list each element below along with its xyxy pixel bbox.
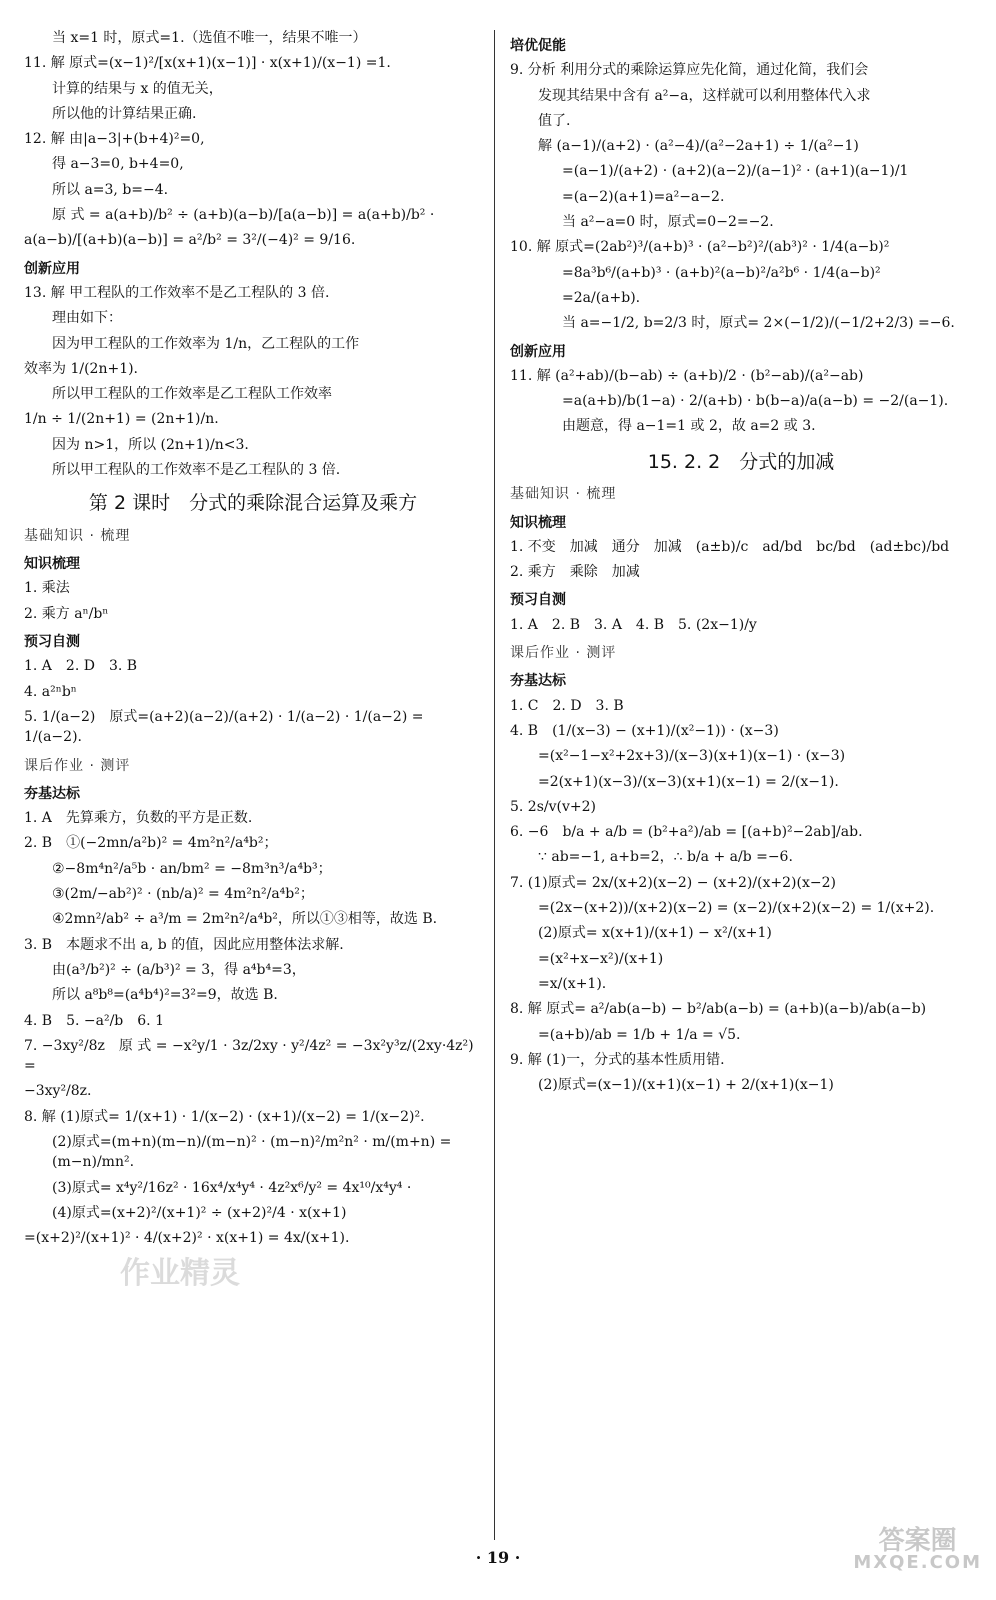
right-column-line: 解 (a−1)/(a+2) · (a²−4)/(a²−2a+1) ÷ 1/(a²−1) [538, 138, 859, 155]
right-column-line: =a(a+b)/b(1−a) · 2/(a+b) · b(b−a)/a(a−b) = −2/(a−1). [562, 393, 949, 410]
right-column-line: 15. 2. 2 分式的加减 [647, 450, 835, 473]
right-column-line: 2. 乘方 乘除 加减 [510, 564, 640, 581]
left-column [24, 28, 482, 1254]
left-column-line: 基础知识 · 梳理 [24, 527, 131, 544]
left-column-line: 原 式 = a(a+b)/b² ÷ (a+b)(a−b)/[a(a−b)] = a(a+b)/b² · [52, 207, 435, 224]
left-column-line: 2. 乘方 aⁿ/bⁿ [24, 605, 109, 622]
right-column-line: 值了. [538, 112, 571, 129]
right-column-line: =x/(x+1). [538, 975, 607, 992]
left-column-line: 12. 解 由|a−3|+(b+4)²=0, [24, 131, 205, 148]
right-column-line: 9. 解 (1)一，分式的基本性质用错. [510, 1051, 725, 1068]
left-column-line: ③(2m/−ab²)² · (nb/a)² = 4m²n²/a⁴b²； [52, 886, 314, 903]
right-column-line: 9. 分析 利用分式的乘除运算应先化简，通过化简，我们会 [510, 62, 869, 79]
right-column-line: 1. A 2. B 3. A 4. B 5. (2x−1)/y [510, 616, 757, 633]
left-column-line: 7. −3xy²/8z 原 式 = −x²y/1 · 3z/2xy · y²/4z² = −3x²y³z/(2xy·4z²) = [24, 1037, 474, 1075]
left-column-line: 因为 n>1，所以 (2n+1)/n<3. [52, 436, 249, 453]
watermark-url: MXQE.COM [853, 1552, 982, 1573]
left-column-line: 2. B ①(−2mn/a²b)² = 4m²n²/a⁴b²； [24, 835, 278, 852]
left-column-line: 4. a²ⁿbⁿ [24, 683, 77, 700]
left-column-line: 知识梳理 [24, 556, 80, 573]
watermark-text: 答案圈 [878, 1526, 957, 1556]
right-column-line: 培优促能 [510, 38, 566, 54]
right-column-line: =2a/(a+b). [562, 289, 641, 306]
right-column-line: =8a³b⁶/(a+b)³ · (a+b)²(a−b)²/a²b⁶ · 1/4(a−b)² [562, 264, 881, 281]
right-column-line: 1. C 2. D 3. B [510, 697, 624, 714]
right-column-line: =(x²+x−x²)/(x+1) [538, 950, 664, 967]
left-column-line: 效率为 1/(2n+1). [24, 360, 139, 377]
right-column-line: =2(x+1)(x−3)/(x−3)(x+1)(x−1) = 2/(x−1). [538, 773, 839, 790]
right-column [510, 28, 972, 1100]
left-column-line: 创新应用 [24, 260, 80, 277]
right-column-line: 课后作业 · 测评 [510, 645, 617, 662]
left-column-line: ②−8m⁴n²/a⁵b · an/bm² = −8m³n³/a⁴b³； [52, 860, 332, 877]
right-column-line: =(a+b)/ab = 1/b + 1/a = √5. [538, 1026, 741, 1043]
right-column-line: 6. −6 b/a + a/b = (b²+a²)/ab = [(a+b)²−2ab]/ab. [510, 824, 863, 841]
left-column-line: 得 a−3=0, b+4=0, [52, 156, 184, 173]
left-column-line: 所以 a⁸b⁸=(a⁴b⁴)²=3²=9，故选 B. [52, 987, 278, 1004]
right-column-line: 基础知识 · 梳理 [510, 486, 617, 503]
page-number: · 19 · [475, 1548, 521, 1567]
right-column-line: 5. 2s/v(v+2) [510, 798, 596, 815]
site-watermark-logo [853, 1528, 982, 1572]
right-column-line: 知识梳理 [510, 514, 566, 531]
left-column-line: 1/n ÷ 1/(2n+1) = (2n+1)/n. [24, 411, 219, 428]
right-column-line: =(x²−1−x²+2x+3)/(x−3)(x+1)(x−1) · (x−3) [538, 748, 846, 765]
left-column-line: =(x+2)²/(x+1)² · 4/(x+2)² · x(x+1) = 4x/(x+1). [24, 1230, 350, 1247]
left-column-line: 1. A 2. D 3. B [24, 658, 138, 675]
left-column-line: 所以甲工程队的工作效率是乙工程队工作效率 [52, 386, 332, 403]
left-column-line: 4. B 5. −a²/b 6. 1 [24, 1012, 164, 1029]
left-column-line: 11. 解 原式=(x−1)²/[x(x+1)(x−1)] · x(x+1)/(x−1) =1. [24, 55, 391, 72]
left-column-line: (3)原式= x⁴y²/16z² · 16x⁴/x⁴y⁴ · 4z²x⁶/y² = 4x¹⁰/x⁴y⁴ · [52, 1179, 412, 1196]
left-column-line: 因为甲工程队的工作效率为 1/n，乙工程队的工作 [52, 335, 360, 352]
left-column-line: 8. 解 (1)原式= 1/(x+1) · 1/(x−2) · (x+1)/(x−2) = 1/(x−2)². [24, 1108, 425, 1125]
right-column-line: 4. B (1/(x−3) − (x+1)/(x²−1)) · (x−3) [510, 722, 779, 739]
right-column-line: 预习自测 [510, 592, 566, 609]
right-column-line: =(a−1)/(a+2) · (a+2)(a−2)/(a−1)² · (a+1)(a−1)/1 [562, 163, 909, 180]
left-column-line: 所以甲工程队的工作效率不是乙工程队的 3 倍. [52, 462, 341, 479]
faint-stamp-logo: 作业精灵 [120, 1256, 240, 1291]
right-column-line: =(a−2)(a+1)=a²−a−2. [562, 188, 725, 205]
left-column-line: 理由如下： [52, 310, 122, 327]
left-column-line: 预习自测 [24, 634, 80, 651]
left-column-line: (4)原式=(x+2)²/(x+1)² ÷ (x+2)²/4 · x(x+1) [52, 1204, 347, 1221]
right-column-line: 10. 解 原式=(2ab²)³/(a+b)³ · (a²−b²)²/(ab³)² · 1/4(a−b)² [510, 239, 890, 256]
left-column-line: −3xy²/8z. [24, 1083, 92, 1100]
right-column-line: 当 a=−1/2, b=2/3 时，原式= 2×(−1/2)/(−1/2+2/3) =−6. [562, 315, 955, 332]
column-divider [494, 30, 495, 1540]
right-column-line: (2)原式= x(x+1)/(x+1) − x²/(x+1) [538, 925, 772, 942]
left-column-line: 夯基达标 [24, 785, 80, 802]
right-column-line: 8. 解 原式= a²/ab(a−b) − b²/ab(a−b) = (a+b)(a−b)/ab(a−b) [510, 1001, 927, 1018]
left-column-line: 3. B 本题求不出 a, b 的值，因此应用整体法求解. [24, 936, 344, 953]
right-column-line: 1. 不变 加减 通分 加减 (a±b)/c ad/bd bc/bd (ad±bc)/bd [510, 538, 950, 555]
left-column-line: 由(a³/b²)² ÷ (a/b³)² = 3，得 a⁴b⁴=3， [52, 961, 306, 978]
right-column-line: ∵ ab=−1, a+b=2，∴ b/a + a/b =−6. [538, 849, 793, 866]
right-column-line: (2)原式=(x−1)/(x+1)(x−1) + 2/(x+1)(x−1) [538, 1077, 834, 1094]
left-column-line: (2)原式=(m+n)(m−n)/(m−n)² · (m−n)²/m²n² · m/(m+n) = (m−n)/mn². [52, 1134, 452, 1171]
left-column-line: 1. A 先算乘方，负数的平方是正数. [24, 810, 253, 827]
right-column-line: 由题意，得 a−1=1 或 2，故 a=2 或 3. [562, 418, 816, 435]
right-column-line: 11. 解 (a²+ab)/(b−ab) ÷ (a+b)/2 · (b²−ab)/(a²−ab) [510, 367, 864, 384]
left-column-line: 计算的结果与 x 的值无关， [52, 80, 223, 97]
left-column-line: 13. 解 甲工程队的工作效率不是乙工程队的 3 倍. [24, 284, 330, 301]
left-column-line: 所以他的计算结果正确. [52, 105, 197, 122]
left-column-line: 第 2 课时 分式的乘除混合运算及乘方 [88, 492, 418, 515]
left-column-line: 课后作业 · 测评 [24, 757, 131, 774]
right-column-line: 7. (1)原式= 2x/(x+2)(x−2) − (x+2)/(x+2)(x−2) [510, 874, 836, 891]
left-column-line: 5. 1/(a−2) 原式=(a+2)(a−2)/(a+2) · 1/(a−2) · 1/(a−2) = 1/(a−2). [24, 708, 424, 746]
right-column-line: =(2x−(x+2))/(x+2)(x−2) = (x−2)/(x+2)(x−2) = 1/(x+2). [538, 900, 935, 917]
left-column-line: a(a−b)/[(a+b)(a−b)] = a²/b² = 3²/(−4)² = 9/16. [24, 232, 356, 249]
left-column-line: 当 x=1 时，原式=1.（选值不唯一，结果不唯一） [52, 30, 367, 46]
left-column-line: 所以 a=3, b=−4. [52, 181, 169, 198]
left-column-line: ④2mn²/ab² ÷ a³/m = 2m²n²/a⁴b²，所以①③相等，故选 B. [52, 911, 438, 928]
right-column-line: 创新应用 [510, 343, 566, 360]
right-column-line: 当 a²−a=0 时，原式=0−2=−2. [562, 214, 774, 231]
right-column-line: 发现其结果中含有 a²−a，这样就可以利用整体代入求 [538, 87, 871, 104]
right-column-line: 夯基达标 [510, 673, 566, 690]
left-column-line: 1. 乘法 [24, 580, 70, 597]
